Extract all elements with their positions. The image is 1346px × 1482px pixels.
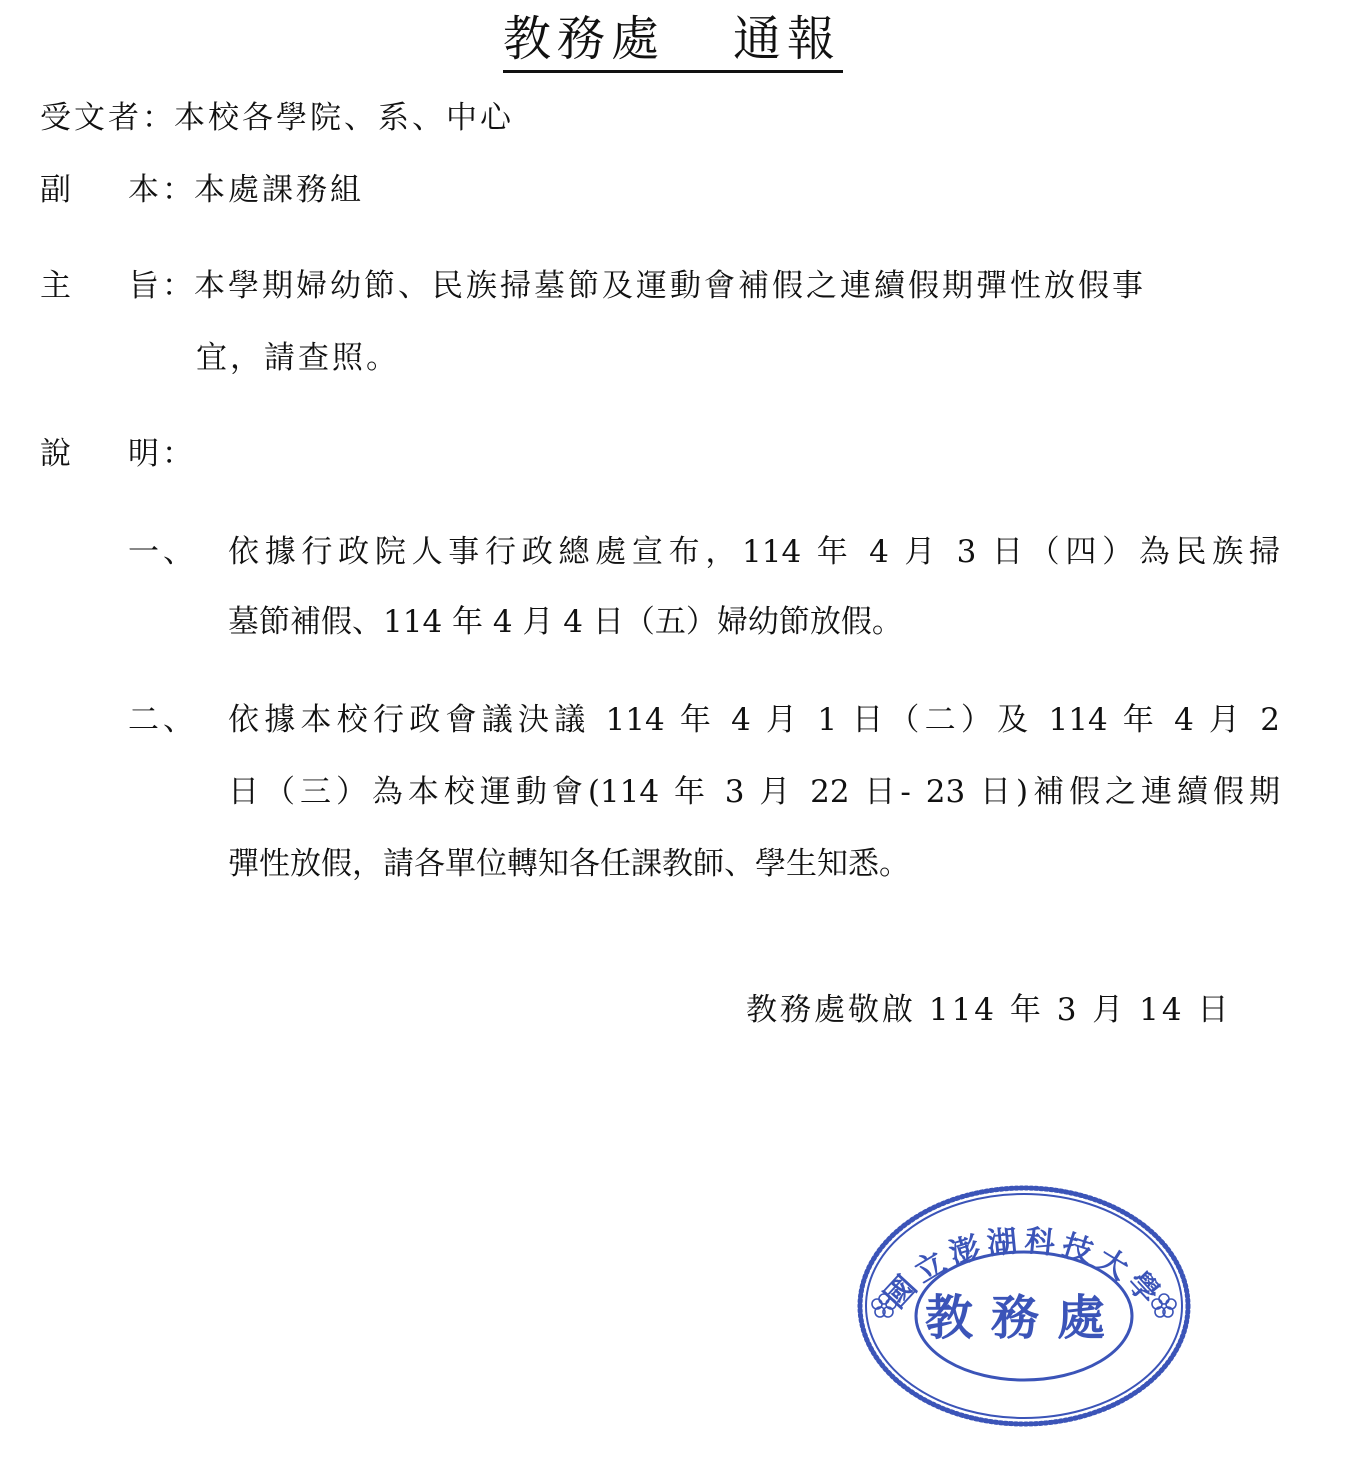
signature: 教務處敬啟 114 年 3 月 14 日 — [746, 992, 1232, 1028]
recipient-row: 受文者：本校各學院、系、中心 — [40, 100, 514, 136]
copy-label: 副 本 — [40, 172, 162, 208]
title-underline — [503, 8, 843, 73]
seal-center-text: 教務處 — [924, 1290, 1124, 1346]
recipient-label: 受文者 — [40, 100, 142, 136]
copy-row: 副 本 ：本處課務組 — [40, 172, 364, 208]
item-1-line-1: 依據行政院人事行政總處宣布，114 年 4 月 3 日（四）為民族掃 — [228, 534, 1280, 570]
recipient-value: 本校各學院、系、中心 — [174, 100, 514, 136]
official-seal — [850, 1178, 1198, 1430]
item-1-number: 一、 — [128, 534, 198, 570]
subject-label: 主 旨 — [40, 268, 162, 304]
seal-ring-text: 國立澎湖科技大學 — [877, 1223, 1171, 1316]
copy-value: 本處課務組 — [194, 172, 364, 208]
explanation-row: 說 明 ： — [40, 436, 196, 472]
subject-line-2: 宜，請查照。 — [196, 340, 400, 376]
explanation-label: 說 明 — [40, 436, 162, 472]
item-2-line-3: 彈性放假，請各單位轉知各任課教師、學生知悉。 — [228, 846, 910, 882]
page-title — [0, 8, 1346, 73]
item-1-line-2: 墓節補假、114 年 4 月 4 日（五）婦幼節放假。 — [228, 604, 903, 640]
item-2-line-2: 日（三）為本校運動會(114 年 3 月 22 日- 23 日)補假之連續假期 — [228, 774, 1280, 810]
title-doc-type: 通報 — [733, 11, 842, 67]
subject-line-1: 本學期婦幼節、民族掃墓節及運動會補假之連續假期彈性放假事 — [194, 268, 1146, 304]
item-2-line-1: 依據本校行政會議決議 114 年 4 月 1 日（二）及 114 年 4 月 2 — [228, 702, 1280, 738]
item-2-number: 二、 — [128, 702, 198, 738]
title-office: 教務處 — [502, 11, 665, 67]
subject-row: 主 旨 ：本學期婦幼節、民族掃墓節及運動會補假之連續假期彈性放假事 — [40, 268, 1146, 304]
